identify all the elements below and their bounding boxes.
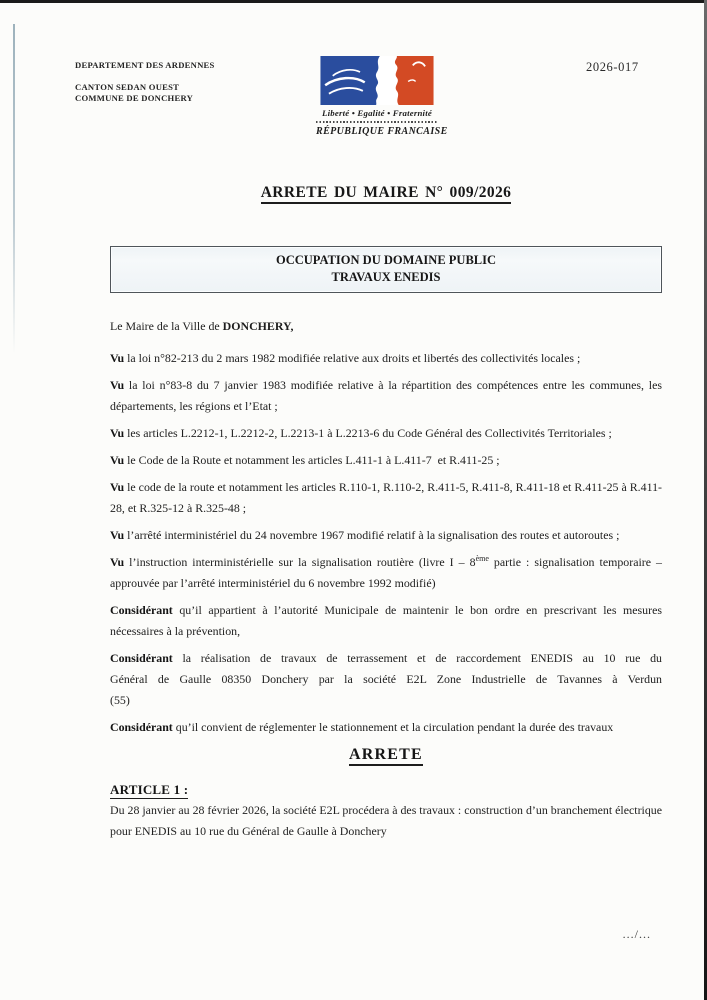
intro-paragraph [110, 316, 662, 337]
recital-lead: Vu [110, 426, 128, 440]
subject-box [110, 246, 662, 293]
recital-vu-7 [110, 552, 665, 594]
article-1-heading [110, 779, 662, 800]
logo-republic-label: RÉPUBLIQUE FRANCAISE [316, 126, 448, 137]
recital-vu-1 [110, 348, 662, 369]
recital-considerant-2 [110, 648, 662, 711]
recital-lead: Vu [110, 453, 128, 467]
recital-line [110, 648, 662, 669]
article-1-text: Du 28 janvier au 28 février 2026, la société E2L procédera à des travaux : construction d’un branchement électrique pour ENEDIS au 10 rue du Général de Gaulle à Donchery [110, 803, 662, 838]
recital-text: qu’il appartient à l’autorité Municipale de maintenir le bon ordre en prescrivant les mesures nécessaires à la prévention, [110, 603, 665, 638]
scan-crease-left [13, 24, 15, 354]
logo-dotted-divider [316, 121, 438, 123]
recital-lead: Considérant [110, 651, 183, 665]
recital-text: la réalisation de travaux de terrassement et de raccordement ENEDIS au 10 rue du [182, 651, 662, 665]
ordinal-superscript: ème [475, 554, 489, 564]
recital-lead: Considérant [110, 720, 176, 734]
recital-text: le code de la route et notamment les articles R.110-1, R.110-2, R.411-5, R.411-8, R.411-18 et R.411-25 à R.411-28, et R.325-12 à R.325-48 ; [110, 480, 662, 515]
reference-number: 2026-017 [586, 60, 639, 74]
issuing-authority-block [75, 60, 215, 104]
subject-line-1: OCCUPATION DU DOMAINE PUBLIC [275, 253, 497, 267]
recital-vu-3 [110, 423, 662, 444]
marianne-flag-icon [320, 56, 434, 105]
commune-name: COMMUNE DE DONCHERY [75, 93, 194, 103]
department-name: DEPARTEMENT DES ARDENNES [75, 60, 215, 70]
recital-text: les articles L.2212-1, L.2212-2, L.2213-1 à L.2213-6 du Code Général des Collectivités Territoriales ; [127, 426, 612, 440]
recital-vu-5 [110, 477, 662, 519]
canton-name: CANTON SEDAN OUEST [75, 82, 180, 92]
recital-lead: Vu [110, 480, 128, 494]
recital-text: la loi n°83-8 du 7 janvier 1983 modifiée relative à la répartition des compétences entre les communes, les départements, les régions et l’Etat ; [110, 378, 665, 413]
recital-considerant-1 [110, 600, 665, 642]
recital-lead: Considérant [110, 603, 180, 617]
subject-line-2: TRAVAUX ENEDIS [331, 270, 441, 284]
recital-text: la loi n°82-213 du 2 mars 1982 modifiée relative aux droits et libertés des collectivités locales ; [127, 351, 581, 365]
recital-text: l’arrêté interministériel du 24 novembre 1967 modifié relatif à la signalisation des routes et autoroutes ; [127, 528, 620, 542]
continuation-mark: .../... [622, 927, 651, 941]
recital-lead: Vu [110, 351, 128, 365]
logo-motto: Liberté • Egalité • Fraternité [322, 108, 432, 118]
document-body [110, 183, 665, 842]
intro-commune-bold: DONCHERY, [222, 319, 294, 333]
recital-line: Général de Gaulle 08350 Donchery par la société E2L Zone Industrielle de Tavannes à Verdun [110, 672, 662, 686]
arrete-heading [110, 744, 662, 765]
article-1-heading-text: ARTICLE 1 : [110, 782, 189, 797]
document-title [110, 183, 662, 203]
scan-edge-top [0, 0, 707, 3]
republique-francaise-logo [316, 56, 448, 137]
intro-text: Le Maire de la Ville de [110, 319, 223, 333]
recital-lead: Vu [110, 528, 128, 542]
recital-vu-4 [110, 450, 662, 471]
recital-line: (55) [110, 693, 130, 707]
recital-considerant-3 [110, 717, 662, 738]
recital-lead: Vu [110, 378, 129, 392]
arrete-heading-text: ARRETE [349, 746, 423, 766]
recital-vu-6 [110, 525, 662, 546]
recital-text: partie : signalisation temporaire – approuvée par l’arrêté interministériel du 6 novembre 1992 modifié) [110, 555, 665, 590]
recital-vu-2 [110, 375, 665, 417]
recital-text: qu’il convient de réglementer le stationnement et la circulation pendant la durée des travaux [175, 720, 614, 734]
recital-text: le Code de la Route et notamment les articles L.411-1 à L.411-7 et R.411-25 ; [127, 453, 500, 467]
recital-text: l’instruction interministérielle sur la signalisation routière (livre I – 8 [129, 555, 476, 569]
recital-lead: Vu [110, 555, 130, 569]
document-title-text: ARRETE DU MAIRE N° 009/2026 [261, 184, 512, 204]
